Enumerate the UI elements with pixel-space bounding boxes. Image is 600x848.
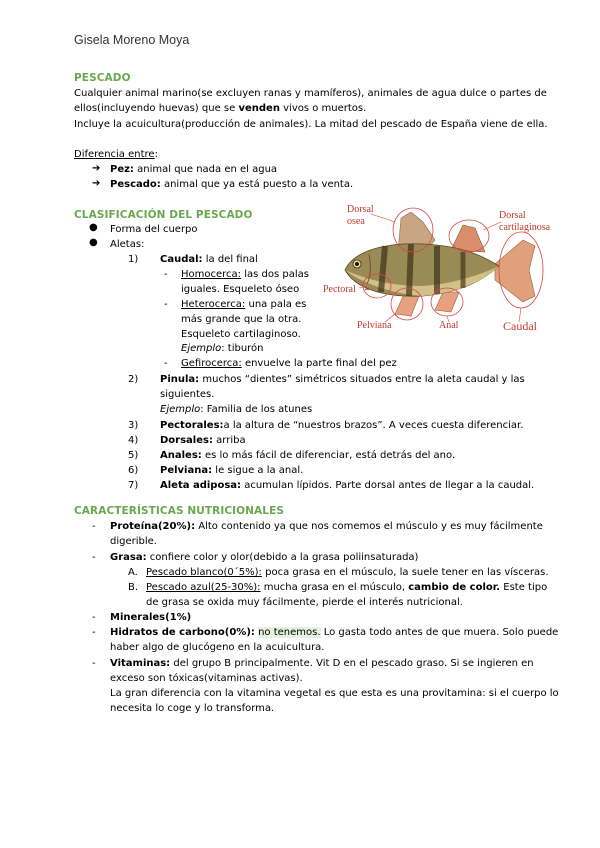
list-item-continuation: Esqueleto cartilaginoso. [181,329,301,340]
paragraph-line: ellos(incluyendo huevas) que se venden vivos o muertos. [74,103,367,114]
list-item-pescado-blanco: Pescado blanco(0´5%): poca grasa en el músculo, la suele tener en las vísceras. [146,567,549,578]
list-item-pinula: Pinula: muchos “dientes” simétricos situados entre la aleta caudal y las [160,374,525,385]
section-title-nutricionales: CARACTERÍSTICAS NUTRICIONALES [74,505,285,517]
dash-bullet: - [164,269,168,280]
list-item: Forma del cuerpo [110,224,198,235]
label-pectoral: Pectoral [323,284,356,295]
arrow-bullet-icon: ➔ [92,178,101,189]
section-title-clasificacion: CLASIFICACIÓN DEL PESCADO [74,209,253,221]
fish-stripe [381,246,385,292]
list-item-continuation: siguientes. [160,389,215,400]
dash-bullet: - [92,658,96,669]
example-line: Ejemplo: Familia de los atunes [160,404,313,415]
list-item-gefirocerca: Gefirocerca: envuelve la parte final del pez [181,358,397,369]
list-item-vitaminas: Vitaminas: del grupo B principalmente. Vit D en el pescado graso. Si se ingieren en [110,658,534,669]
list-item-continuation: iguales. Esqueleto óseo [181,284,300,295]
fish-pupil [355,262,359,266]
list-item-grasa: Grasa: confiere color y olor(debido a la grasa poliinsaturada) [110,552,419,563]
dash-bullet: - [92,552,96,563]
label-anal: Anal [439,320,459,331]
list-item-continuation: exceso son tóxicas(vitaminas activas). [110,673,303,684]
section-title-pescado: PESCADO [74,72,131,84]
bullet-icon: ● [89,222,98,233]
label-dorsal-osea: osea [347,216,365,227]
list-item-continuation: digerible. [110,536,157,547]
list-item-adiposa: Aleta adiposa: acumulan lípidos. Parte dorsal antes de llegar a la caudal. [160,480,535,491]
list-item-hidratos: Hidratos de carbono(0%): no tenemos. Lo gasta todo antes de que muera. Solo puede [110,627,559,638]
list-item-anales: Anales: es lo más fácil de diferenciar, está detrás del ano. [160,450,456,461]
list-item-continuation: haber algo de glucógeno en la acuicultura. [110,642,325,653]
list-item-minerales: Minerales(1%) [110,612,192,623]
list-item-pescado-azul: Pescado azul(25-30%): mucha grasa en el músculo, cambio de color. Este tipo [146,582,548,593]
list-item-dorsales: Dorsales: arriba [160,435,246,446]
list-item-pelviana: Pelviana: le sigue a la anal. [160,465,304,476]
list-item-proteina: Proteína(20%): Alto contenido ya que nos comemos el músculo y es muy fácilmente [110,521,543,532]
dash-bullet: - [164,299,168,310]
list-number: 6) [128,465,139,476]
label-dorsal-cartilaginosa: cartilaginosa [499,222,551,233]
list-item-continuation: más grande que la otra. [181,314,302,325]
list-number: 4) [128,435,139,446]
list-number: 1) [128,254,139,265]
list-number: 2) [128,374,139,385]
bullet-icon: ● [89,237,98,248]
list-item-pectorales: Pectorales:a la altura de “nuestros brazos”. A veces cuesta diferenciar. [160,420,524,431]
list-item-heterocerca: Heterocerca: una pala es [181,299,307,310]
list-item-caudal: Caudal: la del final [160,254,258,265]
list-item-continuation: necesita lo coge y lo transforma. [110,703,275,714]
paragraph-line: Cualquier animal marino(se excluyen ranas y mamíferos), animales de agua dulce o partes de [74,88,547,99]
dash-bullet: - [92,612,96,623]
list-item-continuation: de grasa se oxida muy fácilmente, pierde el interés nutricional. [146,597,463,608]
list-number: 3) [128,420,139,431]
label-dorsal-osea: Dorsal [347,204,374,215]
subheading-diferencia: Diferencia entre: [74,149,158,160]
author-name: Gisela Moreno Moya [74,33,190,47]
dash-bullet: - [92,627,96,638]
dash-bullet: - [164,358,168,369]
fish-fin-diagram [323,200,555,342]
label-dorsal-cartilaginosa: Dorsal [499,210,526,221]
list-item-continuation: La gran diferencia con la vitamina vegetal es que esta es una provitamina: si el cuerpo lo [110,688,559,699]
list-letter: A. [128,567,138,578]
arrow-bullet-icon: ➔ [92,163,101,174]
list-number: 5) [128,450,139,461]
list-letter: B. [128,582,139,593]
label-caudal: Caudal [503,319,537,333]
list-number: 7) [128,480,139,491]
label-pelviana: Pelviana [357,320,392,331]
list-item: Aletas: [110,239,145,250]
paragraph-line: Incluye la acuicultura(producción de animales). La mitad del pescado de España viene de ella. [74,119,548,130]
dash-bullet: - [92,521,96,532]
list-item-pez: Pez: animal que nada en el agua [110,164,278,175]
list-item-homocerca: Homocerca: las dos palas [181,269,309,280]
list-item-pescado: Pescado: animal que ya está puesto a la venta. [110,179,354,190]
example-line: Ejemplo: tiburón [181,343,264,354]
